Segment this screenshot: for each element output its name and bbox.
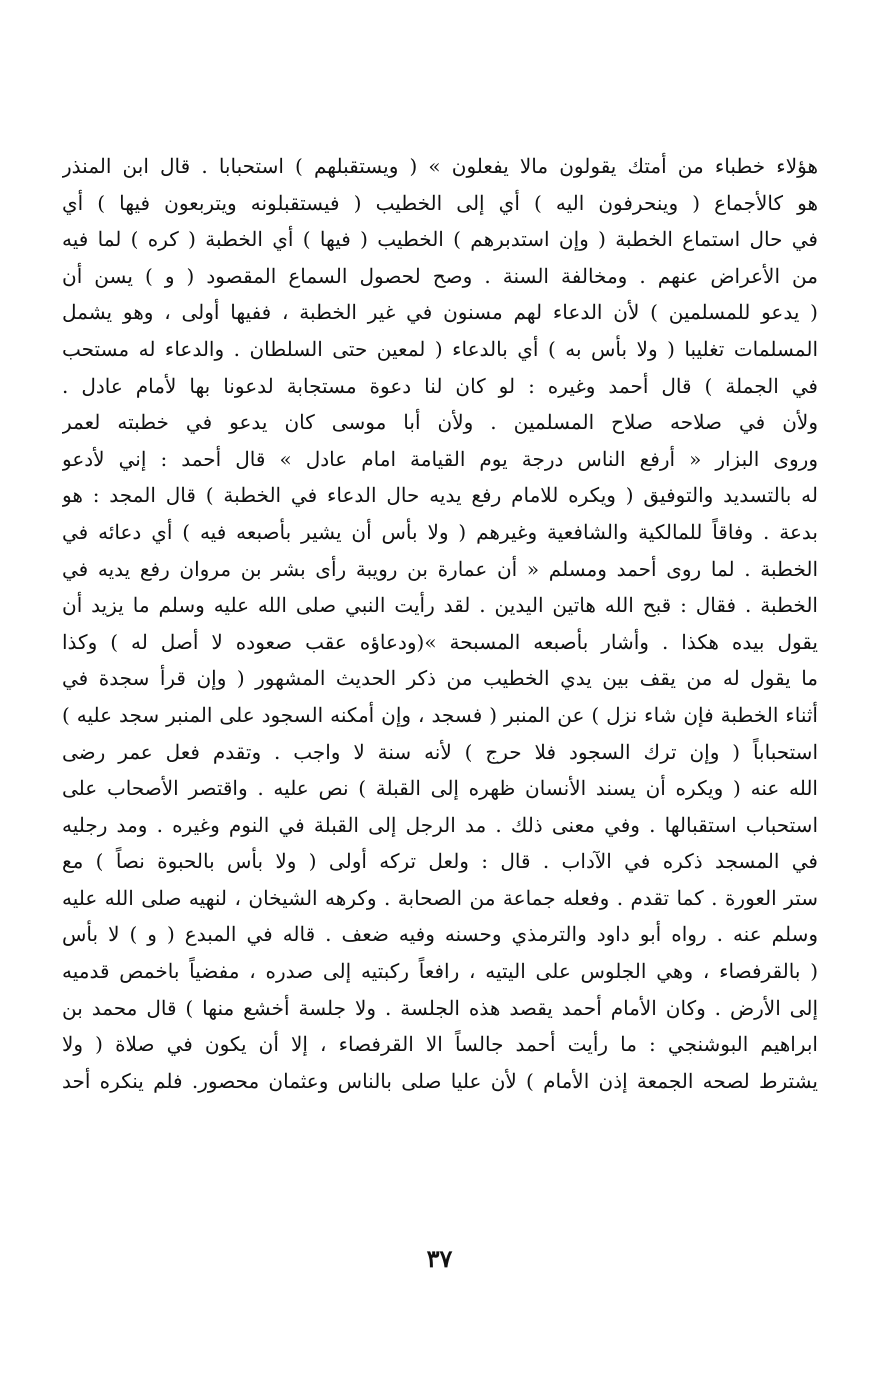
text-line: وروى البزار « أرفع الناس درجة يوم القيامة امام عادل » قال أحمد : إني لأدعو <box>62 446 818 471</box>
text-line: هو كالأجماع ( وينحرفون اليه ) أي إلى الخطيب ( فيستقبلونه ويتربعون فيها ) أي <box>62 190 818 215</box>
text-line: استحباب استقبالها . وفي معنى ذلك . مد الرجل إلى القبلة في النوم وغيره . ومد رجليه <box>62 812 818 837</box>
text-line: من الأعراض عنهم . ومخالفة السنة . وصح لحصول السماع المقصود ( و ) يسن أن <box>62 263 818 288</box>
text-line: الخطبة . لما روى أحمد ومسلم « أن عمارة بن رويبة رأى بشر بن مروان رفع يديه في <box>62 556 818 581</box>
text-line: أثناء الخطبة فإن شاء نزل ) عن المنبر ( فسجد ، وإن أمكنه السجود على المنبر سجد عليه ) <box>62 702 818 727</box>
text-line: إلى الأرض . وكان الأمام أحمد يقصد هذه الجلسة . ولا جلسة أخشع منها ) قال محمد بن <box>62 995 818 1020</box>
text-line: يقول بيده هكذا . وأشار بأصبعه المسبحة »(ودعاؤه عقب صعوده لا أصل له ) وكذا <box>62 629 818 654</box>
text-line: ما يقول له من يقف بين يدي الخطيب من ذكر الحديث المشهور ( وإن قرأ سجدة في <box>62 666 818 691</box>
text-line: له بالتسديد والتوفيق ( ويكره للامام رفع يديه حال الدعاء في الخطبة ) قال المجد : هو <box>62 483 818 508</box>
body-text <box>62 148 818 1099</box>
text-line: الخطبة . فقال : قبح الله هاتين اليدين . لقد رأيت النبي صلى الله عليه وسلم ما يزيد أن <box>62 593 818 618</box>
text-line: في حال استماع الخطبة ( وإن استدبرهم ) الخطيب ( فيها ) أي الخطبة ( كره ) لما فيه <box>62 227 818 252</box>
text-line: هؤلاء خطباء من أمتك يقولون مالا يفعلون » ( ويستقبلهم ) استحبابا . قال ابن المنذر <box>62 154 818 178</box>
text-line: الله عنه ( ويكره أن يسند الأنسان ظهره إلى القبلة ) نص عليه . واقتصر الأصحاب على <box>62 776 818 801</box>
text-line: ستر العورة . كما تقدم . وفعله جماعة من الصحابة . وكرهه الشيخان ، لنهيه صلى الله عليه <box>62 885 818 910</box>
page-number: ٣٧ <box>426 1244 453 1273</box>
text-line: ولأن في صلاحه صلاح المسلمين . ولأن أبا موسى كان يدعو في خطبته لعمر <box>62 410 818 435</box>
text-line: ابراهيم البوشنجي : ما رأيت أحمد جالساً الا القرفصاء ، إلا أن يكون في صلاة ( ولا <box>62 1032 818 1057</box>
text-line: وسلم عنه . رواه أبو داود والترمذي وحسنه وفيه ضعف . قاله في المبدع ( و ) لا بأس <box>62 922 818 947</box>
text-line: استحباباً ( وإن ترك السجود فلا حرج ) لأنه سنة لا واجب . وتقدم فعل عمر رضى <box>62 739 818 764</box>
text-line: في المسجد ذكره في الآداب . قال : ولعل تركه أولى ( ولا بأس بالحبوة نصاً ) مع <box>62 849 818 874</box>
text-line: يشترط لصحه الجمعة إذن الأمام ) لأن عليا صلى بالناس وعثمان محصور. فلم ينكره أحد <box>62 1068 818 1093</box>
text-line: بدعة . وفاقاً للمالكية والشافعية وغيرهم ( ولا بأس أن يشير بأصبعه فيه ) أي دعائه في <box>62 519 818 544</box>
text-line: المسلمات تغليبا ( ولا بأس به ) أي بالدعاء ( لمعين حتى السلطان . والدعاء له مستحب <box>62 336 818 361</box>
text-line: ( يدعو للمسلمين ) لأن الدعاء لهم مسنون في غير الخطبة ، ففيها أولى ، وهو يشمل <box>62 300 818 325</box>
text-line: في الجملة ) قال أحمد وغيره : لو كان لنا دعوة مستجابة لدعونا بها لأمام عادل . <box>62 373 818 398</box>
text-line: ( بالقرفصاء ، وهي الجلوس على اليتيه ، رافعاً ركبتيه إلى صدره ، مفضياً باخمص قدميه <box>62 959 818 984</box>
